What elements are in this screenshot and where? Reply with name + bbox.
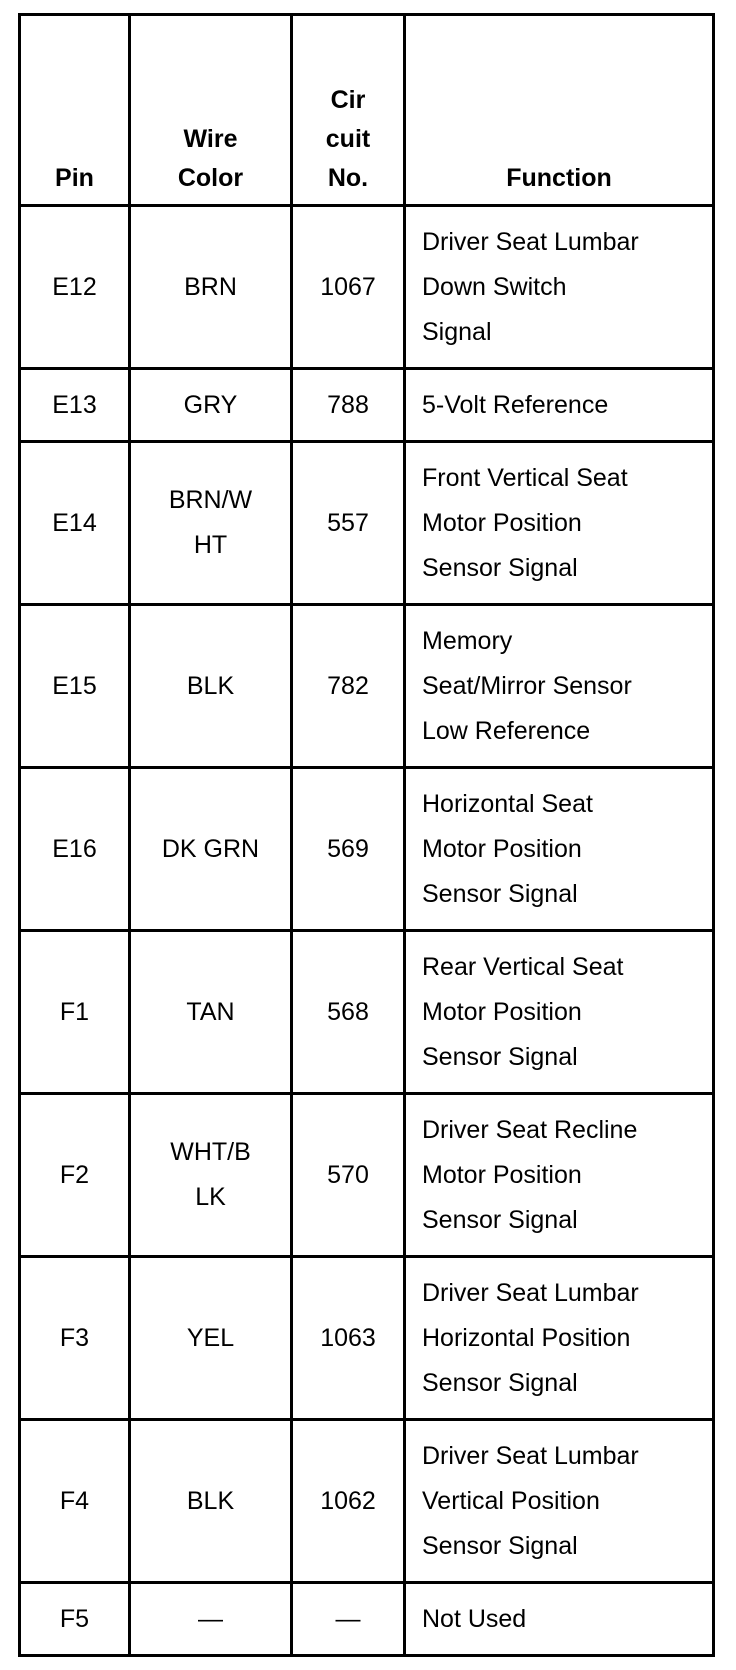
cell-function bbox=[405, 931, 714, 1094]
cell-circuit-number: 1063 bbox=[292, 1257, 405, 1420]
wire-color-line: LK bbox=[195, 1183, 226, 1211]
function-line: Rear Vertical Seat bbox=[422, 952, 624, 981]
cell-function bbox=[405, 206, 714, 369]
cell-wire-color bbox=[130, 931, 292, 1094]
function-line: Horizontal Seat bbox=[422, 789, 593, 818]
cell-pin: F5 bbox=[20, 1583, 130, 1656]
function-line: Down Switch bbox=[422, 272, 567, 301]
wire-color-line: BLK bbox=[186, 1486, 235, 1515]
wire-color-line: DK GRN bbox=[161, 834, 260, 863]
function-line: Sensor Signal bbox=[422, 553, 578, 582]
function-line: Sensor Signal bbox=[422, 1368, 578, 1397]
function-line: Sensor Signal bbox=[422, 879, 578, 908]
cell-pin: E12 bbox=[20, 206, 130, 369]
table-row bbox=[20, 1420, 714, 1583]
header-wire-color bbox=[130, 15, 292, 206]
table-header bbox=[20, 15, 714, 206]
wire-color-line: — bbox=[198, 1604, 223, 1633]
header-pin: Pin bbox=[20, 15, 130, 206]
function-line: Driver Seat Recline bbox=[422, 1115, 638, 1144]
cell-circuit-number: 570 bbox=[292, 1094, 405, 1257]
wire-color-line: HT bbox=[193, 531, 228, 559]
function-line: Driver Seat Lumbar bbox=[422, 1278, 639, 1307]
function-line: Driver Seat Lumbar bbox=[422, 227, 639, 256]
connector-pinout-table bbox=[18, 13, 715, 1657]
header-circuit-number bbox=[292, 15, 405, 206]
table-row bbox=[20, 442, 714, 605]
cell-pin: E14 bbox=[20, 442, 130, 605]
function-line: Front Vertical Seat bbox=[422, 463, 628, 492]
function-line: Motor Position bbox=[422, 997, 582, 1026]
wire-color-line: BRN bbox=[184, 272, 237, 301]
table-row bbox=[20, 931, 714, 1094]
table-row bbox=[20, 1257, 714, 1420]
wire-color-line: YEL bbox=[186, 1323, 235, 1352]
header-wire-color-label: Wire Color bbox=[177, 125, 244, 192]
cell-wire-color bbox=[130, 442, 292, 605]
cell-circuit-number: 782 bbox=[292, 605, 405, 768]
function-line: Vertical Position bbox=[422, 1486, 600, 1515]
cell-pin: F1 bbox=[20, 931, 130, 1094]
cell-circuit-number: 1067 bbox=[292, 206, 405, 369]
cell-wire-color bbox=[130, 369, 292, 442]
function-line: Sensor Signal bbox=[422, 1531, 578, 1560]
function-line: Motor Position bbox=[422, 508, 582, 537]
function-line: Horizontal Position bbox=[422, 1323, 631, 1352]
header-circuit-line: Cir bbox=[330, 86, 366, 114]
cell-wire-color bbox=[130, 1583, 292, 1656]
cell-pin: F4 bbox=[20, 1420, 130, 1583]
cell-function bbox=[405, 1257, 714, 1420]
function-line: Signal bbox=[422, 317, 492, 346]
wire-color-line: BRN/W bbox=[168, 486, 253, 514]
cell-wire-color bbox=[130, 1257, 292, 1420]
cell-function bbox=[405, 1420, 714, 1583]
wire-color-line: WHT/B bbox=[170, 1138, 251, 1166]
function-line: Sensor Signal bbox=[422, 1205, 578, 1234]
function-line: Low Reference bbox=[422, 716, 591, 745]
wire-color-line: BLK bbox=[186, 671, 235, 700]
header-circuit-line: No. bbox=[327, 164, 369, 192]
table-row bbox=[20, 768, 714, 931]
function-line: Memory bbox=[422, 626, 513, 655]
cell-wire-color bbox=[130, 206, 292, 369]
cell-function bbox=[405, 768, 714, 931]
cell-circuit-number: 788 bbox=[292, 369, 405, 442]
function-line: Motor Position bbox=[422, 1160, 582, 1189]
cell-function bbox=[405, 1094, 714, 1257]
table-row bbox=[20, 605, 714, 768]
function-line: Not Used bbox=[422, 1604, 527, 1633]
cell-circuit-number: 1062 bbox=[292, 1420, 405, 1583]
table-body bbox=[20, 206, 714, 1656]
cell-circuit-number: 557 bbox=[292, 442, 405, 605]
wire-color-line: TAN bbox=[186, 997, 235, 1026]
cell-wire-color bbox=[130, 1094, 292, 1257]
cell-pin: F2 bbox=[20, 1094, 130, 1257]
cell-wire-color bbox=[130, 605, 292, 768]
cell-circuit-number: — bbox=[292, 1583, 405, 1656]
cell-wire-color bbox=[130, 1420, 292, 1583]
function-line: Motor Position bbox=[422, 834, 582, 863]
cell-function bbox=[405, 605, 714, 768]
cell-circuit-number: 569 bbox=[292, 768, 405, 931]
function-line: Seat/Mirror Sensor bbox=[422, 671, 632, 700]
cell-function bbox=[405, 1583, 714, 1656]
table-row bbox=[20, 1583, 714, 1656]
cell-function bbox=[405, 369, 714, 442]
cell-function bbox=[405, 442, 714, 605]
cell-circuit-number: 568 bbox=[292, 931, 405, 1094]
table-row bbox=[20, 206, 714, 369]
table-row bbox=[20, 369, 714, 442]
function-line: Driver Seat Lumbar bbox=[422, 1441, 639, 1470]
table-row bbox=[20, 1094, 714, 1257]
cell-pin: F3 bbox=[20, 1257, 130, 1420]
header-function: Function bbox=[405, 15, 714, 206]
header-row bbox=[20, 15, 714, 206]
cell-wire-color bbox=[130, 768, 292, 931]
wire-color-line: GRY bbox=[183, 390, 238, 419]
cell-pin: E15 bbox=[20, 605, 130, 768]
function-line: 5-Volt Reference bbox=[422, 390, 609, 419]
header-circuit-line: cuit bbox=[325, 125, 371, 153]
function-line: Sensor Signal bbox=[422, 1042, 578, 1071]
cell-pin: E13 bbox=[20, 369, 130, 442]
cell-pin: E16 bbox=[20, 768, 130, 931]
